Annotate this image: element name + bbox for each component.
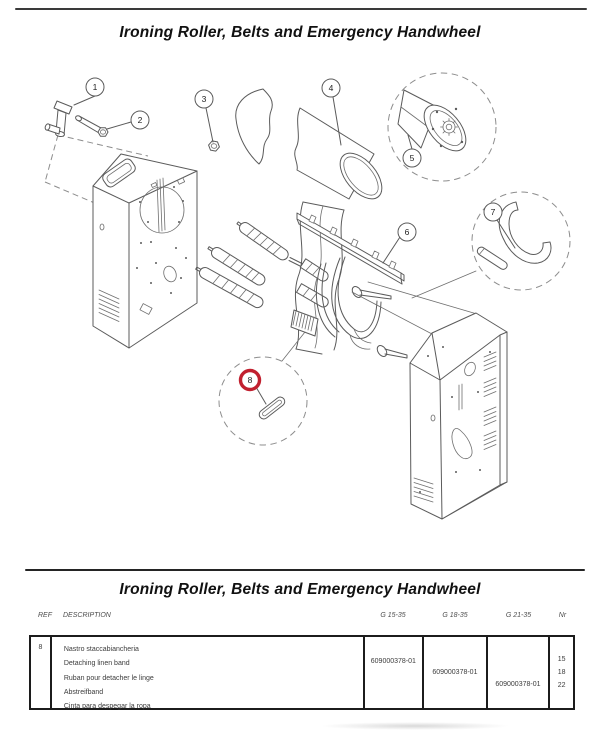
nr-value-g21: 22 — [557, 682, 566, 689]
nr-cell — [548, 637, 573, 708]
table-header — [0, 612, 600, 628]
detail-view-5 — [388, 73, 496, 181]
header-ref: REF — [38, 612, 52, 619]
header-model-g18-35: G 18-35 — [442, 612, 468, 619]
description-line-fr: Ruban pour detacher le linge — [63, 674, 154, 682]
svg-text:5: 5 — [409, 153, 415, 163]
part-number-cell-g21-35 — [486, 637, 549, 708]
right-cabinet — [410, 313, 507, 519]
svg-text:6: 6 — [404, 227, 410, 237]
header-model-g15-35: G 15-35 — [380, 612, 406, 619]
part-number-g21-35: 609000378-01 — [495, 681, 541, 688]
svg-text:1: 1 — [92, 82, 98, 92]
header-nr: Nr — [558, 612, 567, 619]
callout-1[interactable] — [74, 78, 104, 105]
description-line-en: Detaching linen band — [63, 660, 130, 668]
emergency-crank — [44, 101, 72, 137]
svg-text:8: 8 — [247, 375, 253, 385]
part-number-cell-g15-35 — [363, 637, 423, 708]
description-cell — [50, 637, 363, 711]
exploded-diagram — [0, 52, 600, 564]
description-line-es: Cinta para despegar la ropa — [63, 703, 151, 711]
svg-text:2: 2 — [137, 115, 143, 125]
header-description: DESCRIPTION — [63, 612, 111, 619]
svg-text:4: 4 — [328, 83, 334, 93]
spring-rollers — [194, 218, 302, 309]
svg-text:3: 3 — [201, 94, 207, 104]
bolt — [75, 115, 108, 136]
nr-value-g15: 15 — [557, 656, 566, 663]
callout-6[interactable] — [383, 223, 416, 263]
nr-value-g18: 18 — [557, 669, 566, 676]
detail-view-8 — [219, 332, 307, 445]
roller-shafts — [297, 259, 408, 358]
header-model-g21-35: G 21-35 — [505, 612, 532, 619]
part-number-g18-35: 609000378-01 — [432, 669, 478, 676]
description-line-de: Abstreifband — [63, 688, 104, 696]
ironing-roller — [236, 89, 390, 206]
part-number-g15-35: 609000378-01 — [370, 658, 416, 665]
table-page-title: Ironing Roller, Belts and Emergency Handwheel — [119, 581, 481, 598]
parts-table — [29, 635, 575, 710]
table-section-rule — [25, 569, 585, 571]
part-number-cell-g18-35 — [422, 637, 486, 708]
left-cabinet — [93, 154, 197, 348]
description-line-it: Nastro staccabiancheria — [63, 646, 139, 653]
detaching-band — [257, 395, 286, 421]
callout-3[interactable] — [195, 90, 213, 142]
svg-text:7: 7 — [490, 207, 496, 217]
diagram-page-title: Ironing Roller, Belts and Emergency Handwheel — [119, 24, 481, 41]
callout-2[interactable] — [107, 111, 149, 129]
page-top-rule — [15, 8, 587, 10]
page-shadow — [320, 722, 510, 730]
ref-cell: 8 — [38, 644, 43, 651]
nut — [208, 140, 220, 151]
callout-8-highlighted[interactable] — [241, 371, 267, 405]
